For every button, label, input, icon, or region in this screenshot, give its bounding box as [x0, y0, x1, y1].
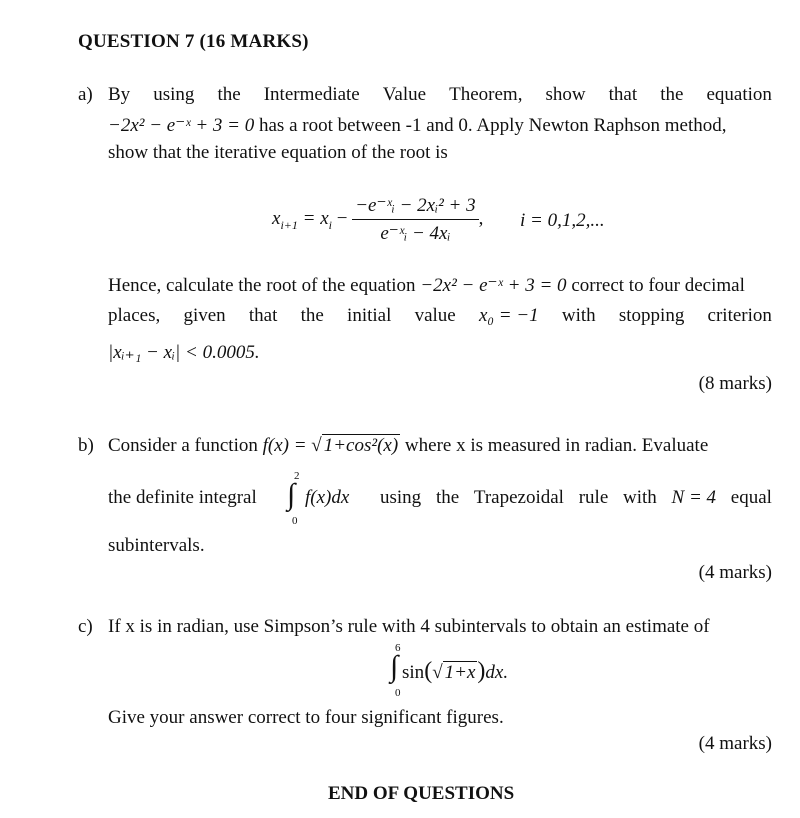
integral-upper: 2 [294, 470, 300, 482]
hence-line2 [108, 305, 772, 327]
word: By [108, 84, 131, 105]
text: Consider a function [108, 435, 258, 456]
integral-body: f(x)dx [305, 487, 350, 508]
word: criterion [707, 305, 772, 326]
word: Theorem, [449, 84, 523, 105]
iterative-formula [272, 194, 483, 245]
formula-fraction [352, 194, 478, 245]
part-b-line1 [108, 435, 708, 457]
formula-lhs-sub: i+1 [280, 217, 298, 232]
integral-lower: 0 [395, 687, 401, 699]
integral-sign-icon: ∫ [287, 478, 296, 511]
word: the [300, 305, 324, 326]
question-title: QUESTION 7 (16 MARKS) [78, 31, 309, 52]
word: equation [706, 84, 772, 105]
word: the [435, 487, 460, 508]
n-value: N = 4 [671, 487, 717, 508]
word: show [545, 84, 586, 105]
equation: −2x² − e⁻ˣ + 3 = 0 [420, 275, 567, 296]
word: Intermediate [263, 84, 360, 105]
part-a-line1 [108, 84, 772, 106]
word: Trapezoidal [473, 487, 564, 508]
formula-comma: , [478, 207, 484, 229]
text: correct to four decimal [571, 275, 745, 296]
formula-eq-sub: i [328, 217, 332, 232]
word: equal [730, 487, 772, 508]
word: that [248, 305, 278, 326]
end-of-questions: END OF QUESTIONS [328, 783, 515, 804]
formula-eq: = x [302, 207, 329, 229]
stopping-criterion: |xᵢ₊₁ − xᵢ| < 0.0005. [108, 342, 260, 363]
word: rule [578, 487, 609, 508]
integral-body: sin(√ 1+x)dx. [402, 658, 509, 684]
word: that [608, 84, 638, 105]
equation: −2x² − e⁻ˣ + 3 = 0 [108, 115, 255, 136]
word: the [660, 84, 684, 105]
part-b-line2-a: the definite integral [108, 487, 257, 508]
part-a-label: a) [78, 84, 93, 105]
word: using [153, 84, 195, 105]
word: places, [108, 305, 161, 326]
word: initial [347, 305, 392, 326]
part-a-marks: (8 marks) [698, 373, 772, 394]
word: value [414, 305, 456, 326]
text: has a root between -1 and 0. Apply Newton Raphson method, [259, 115, 727, 136]
formula-minus: − [336, 207, 348, 229]
word: stopping [618, 305, 685, 326]
text: where x is measured in radian. Evaluate [404, 435, 709, 456]
part-a-line2 [108, 114, 727, 137]
integral-lower: 0 [292, 515, 298, 527]
word: given [183, 305, 226, 326]
part-c-line3: Give your answer correct to four significant figures. [108, 707, 504, 728]
formula-lhs: x [272, 207, 281, 229]
part-c-line1: If x is in radian, use Simpson’s rule with 4 subintervals to obtain an estimate of [108, 616, 710, 637]
trapezoid-integral [287, 470, 350, 527]
part-b-line2-b [380, 487, 772, 509]
part-b-label: b) [78, 435, 94, 456]
word: with [561, 305, 596, 326]
hence-line1 [108, 274, 772, 297]
formula-index: i = 0,1,2,... [520, 210, 605, 231]
simpson-integral [390, 642, 509, 699]
part-c-marks: (4 marks) [698, 733, 772, 754]
integral-upper: 6 [395, 642, 401, 654]
sin-text: sin [402, 662, 425, 683]
part-a-line3: show that the iterative equation of the root is [108, 142, 448, 163]
part-c-label: c) [78, 616, 93, 637]
word: using [380, 487, 422, 508]
word: the [217, 84, 241, 105]
dx-text: dx. [485, 662, 509, 683]
part-b-marks: (4 marks) [698, 562, 772, 583]
part-b-line3: subintervals. [108, 535, 205, 556]
formula-numerator: −e⁻ˣᵢ − 2xᵢ² + 3 [352, 194, 478, 220]
initial-value: x₀ = −1 [478, 305, 539, 326]
formula-denominator: e⁻ˣᵢ − 4xᵢ [380, 223, 451, 244]
word: Value [382, 84, 427, 105]
integral-sign-icon: ∫ [390, 650, 399, 683]
function-radicand: 1+cos²(x) [323, 435, 399, 456]
radicand: 1+x [444, 662, 476, 683]
function-def: f(x) = √ [262, 435, 322, 456]
word: with [623, 487, 657, 508]
text: Hence, calculate the root of the equation [108, 275, 416, 296]
